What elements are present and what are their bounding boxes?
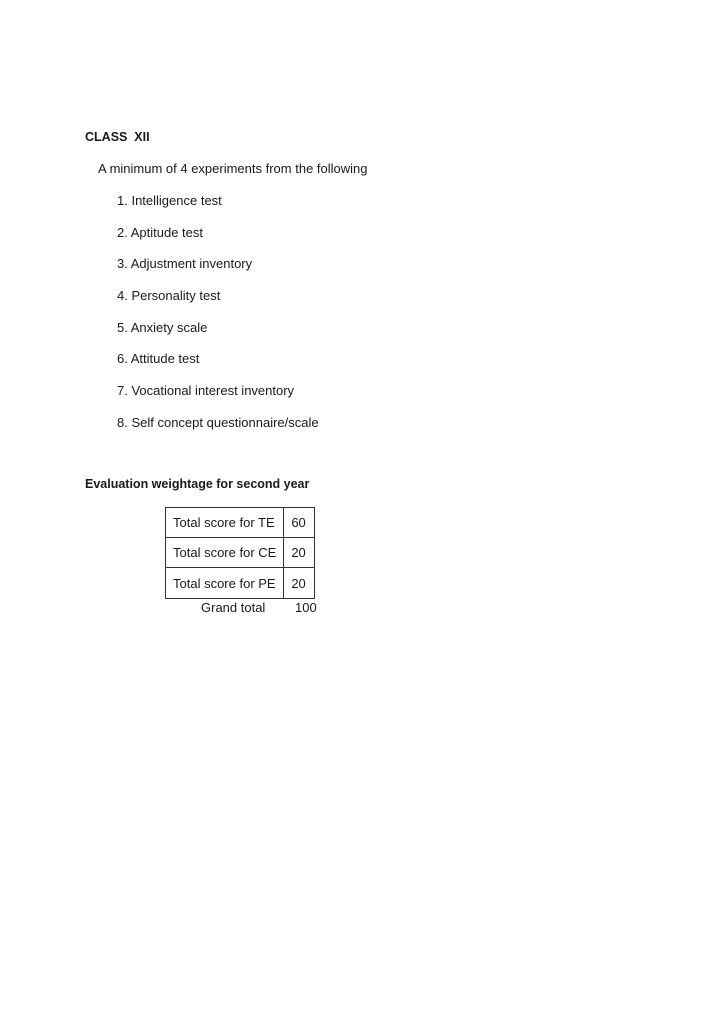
score-value: 20: [284, 538, 315, 568]
grand-total-label: Grand total: [201, 600, 266, 615]
score-label: Total score for PE: [166, 568, 284, 599]
table-row: [166, 508, 315, 538]
list-item: 2. Aptitude test: [117, 224, 204, 240]
grand-total-value: 100: [295, 600, 317, 615]
list-item: 8. Self concept questionnaire/scale: [117, 414, 319, 430]
list-item: 7. Vocational interest inventory: [117, 383, 295, 399]
score-value: 60: [284, 508, 315, 538]
list-item: 4. Personality test: [117, 288, 221, 304]
list-item: 5. Anxiety scale: [117, 319, 208, 335]
table-row: [166, 568, 315, 599]
score-label: Total score for TE: [166, 508, 284, 538]
experiments-intro: A minimum of 4 experiments from the following: [98, 161, 368, 176]
list-item: 6. Attitude test: [117, 351, 200, 367]
class-heading: CLASS XII: [85, 130, 150, 144]
list-item: 1. Intelligence test: [117, 193, 222, 208]
list-item: 3. Adjustment inventory: [117, 256, 253, 272]
score-label: Total score for CE: [166, 538, 284, 568]
evaluation-heading: Evaluation weightage for second year: [85, 477, 310, 491]
experiment-list: [117, 192, 319, 446]
table-row: [166, 538, 315, 568]
score-value: 20: [284, 568, 315, 599]
score-table: [165, 507, 315, 599]
